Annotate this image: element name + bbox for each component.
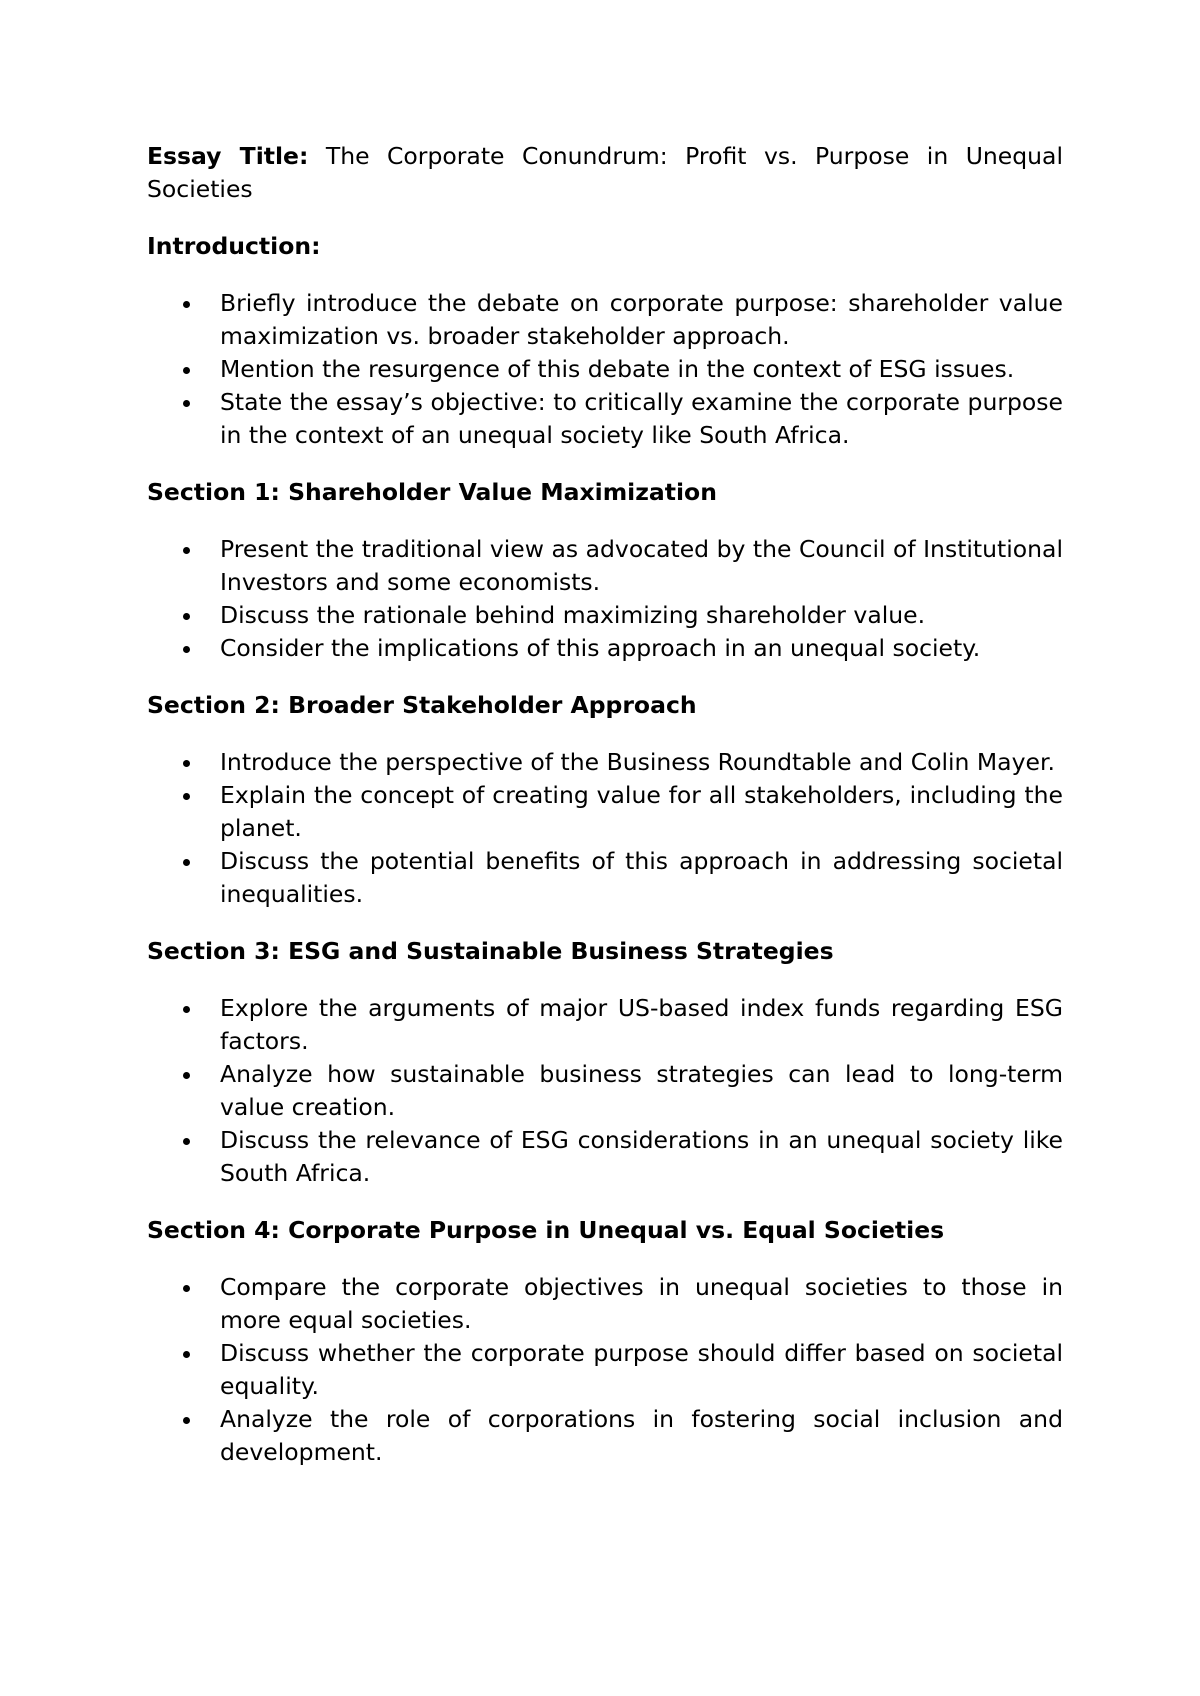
bullet-icon — [183, 1072, 190, 1079]
list-item: Explain the concept of creating value for all stakeholders, including the planet. — [147, 779, 1063, 845]
document-page — [147, 140, 1063, 1493]
list-item: Discuss the rationale behind maximizing shareholder value. — [147, 599, 1063, 632]
bullet-icon — [183, 1138, 190, 1145]
bullet-list-section-4 — [147, 1271, 1063, 1469]
list-item: Discuss the potential benefits of this approach in addressing societal inequalities. — [147, 845, 1063, 911]
bullet-icon — [183, 760, 190, 767]
list-item: Explore the arguments of major US-based index funds regarding ESG factors. — [147, 992, 1063, 1058]
bullet-icon — [183, 613, 190, 620]
section-heading-4: Section 4: Corporate Purpose in Unequal vs. Equal Societies — [147, 1216, 945, 1244]
section-heading-2: Section 2: Broader Stakeholder Approach — [147, 691, 697, 719]
bullet-list-introduction — [147, 287, 1063, 452]
section-heading-1: Section 1: Shareholder Value Maximization — [147, 478, 717, 506]
section-heading-introduction: Introduction: — [147, 232, 321, 260]
list-item: Consider the implications of this approach in an unequal society. — [147, 632, 1063, 665]
list-item: Introduce the perspective of the Business Roundtable and Colin Mayer. — [147, 746, 1063, 779]
bullet-icon — [183, 1351, 190, 1358]
bullet-list-section-3 — [147, 992, 1063, 1190]
bullet-icon — [183, 367, 190, 374]
list-item: State the essay’s objective: to critically examine the corporate purpose in the context of an unequal society like South Africa. — [147, 386, 1063, 452]
list-item: Discuss whether the corporate purpose should differ based on societal equality. — [147, 1337, 1063, 1403]
bullet-icon — [183, 859, 190, 866]
bullet-list-section-1 — [147, 533, 1063, 665]
essay-title-text: The Corporate Conundrum: Profit vs. Purpose in Unequal Societies — [147, 142, 1063, 203]
list-item: Briefly introduce the debate on corporate purpose: shareholder value maximization vs. broader stakeholder approach. — [147, 287, 1063, 353]
list-item: Mention the resurgence of this debate in the context of ESG issues. — [147, 353, 1063, 386]
list-item: Analyze how sustainable business strategies can lead to long-term value creation. — [147, 1058, 1063, 1124]
section-heading-3: Section 3: ESG and Sustainable Business Strategies — [147, 937, 834, 965]
list-item: Present the traditional view as advocated by the Council of Institutional Investors and some economists. — [147, 533, 1063, 599]
bullet-icon — [183, 301, 190, 308]
bullet-icon — [183, 400, 190, 407]
bullet-list-section-2 — [147, 746, 1063, 911]
bullet-icon — [183, 1417, 190, 1424]
list-item: Compare the corporate objectives in unequal societies to those in more equal societies. — [147, 1271, 1063, 1337]
bullet-icon — [183, 793, 190, 800]
bullet-icon — [183, 646, 190, 653]
essay-title — [147, 140, 1063, 206]
essay-title-label: Essay Title: — [147, 142, 309, 170]
list-item: Discuss the relevance of ESG considerations in an unequal society like South Africa. — [147, 1124, 1063, 1190]
bullet-icon — [183, 1006, 190, 1013]
bullet-icon — [183, 1285, 190, 1292]
list-item: Analyze the role of corporations in fostering social inclusion and development. — [147, 1403, 1063, 1469]
bullet-icon — [183, 547, 190, 554]
